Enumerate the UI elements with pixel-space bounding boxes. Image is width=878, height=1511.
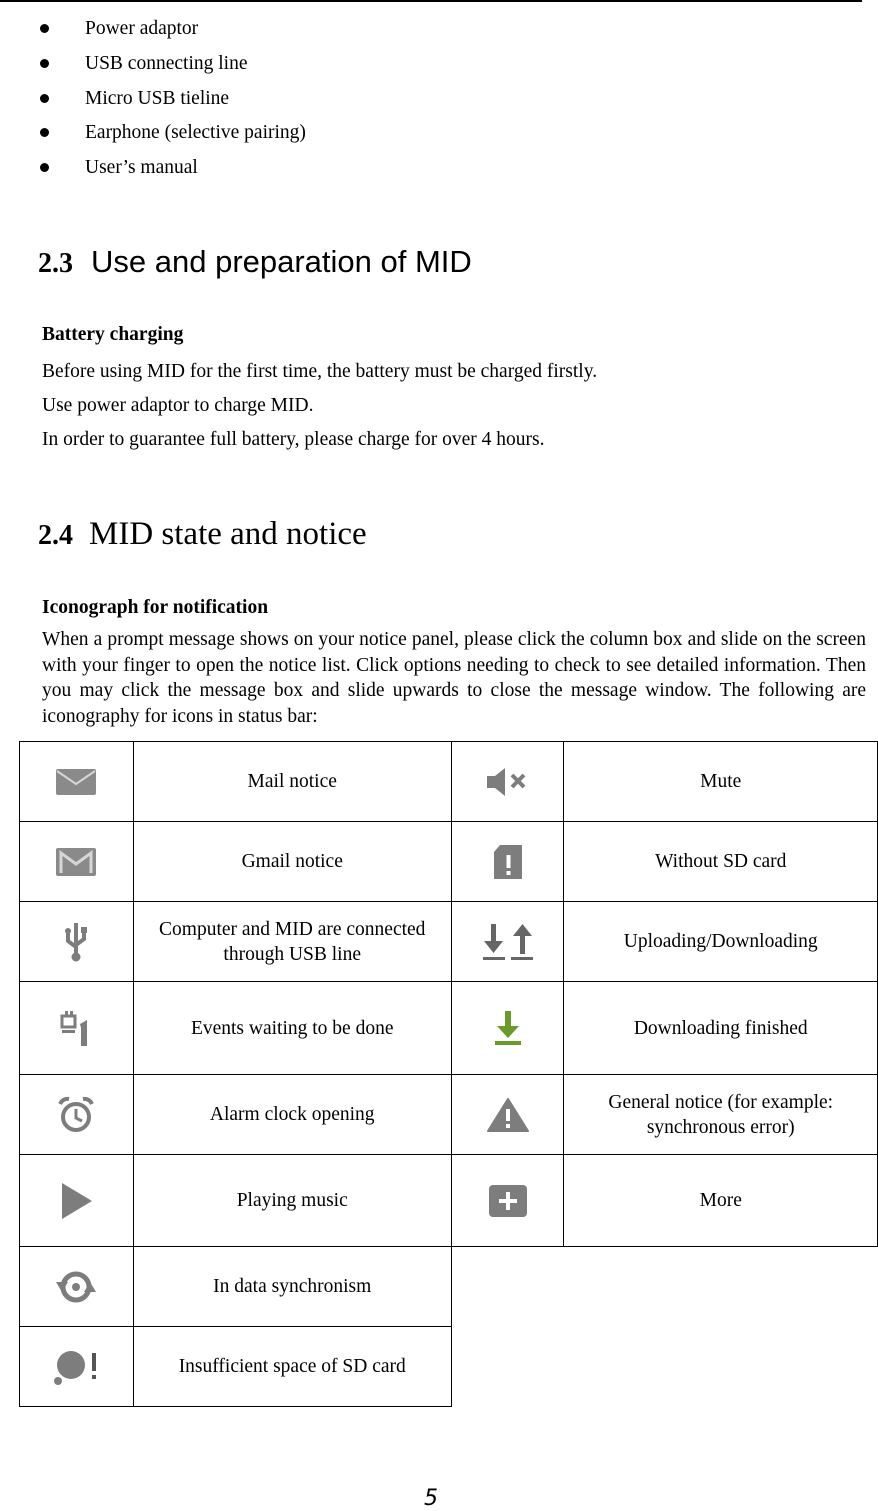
sync-icon — [54, 1268, 98, 1306]
bullet-icon — [40, 24, 49, 33]
download-finished-icon — [494, 1010, 522, 1046]
battery-charging-subheading: Battery charging — [42, 324, 184, 345]
list-item: Power adaptor — [40, 15, 306, 50]
more-icon — [488, 1184, 528, 1218]
iconograph-subheading: Iconograph for notification — [42, 597, 269, 618]
table-cell: Insufficient space of SD card — [133, 1327, 451, 1407]
section-heading-2-4 — [38, 516, 367, 553]
warning-icon — [486, 1097, 530, 1133]
table-cell: More — [564, 1155, 878, 1247]
list-item: User’s manual — [40, 154, 306, 189]
table-cell: Mute — [564, 742, 878, 822]
table-cell: Without SD card — [564, 822, 878, 902]
table-cell: Computer and MID are connected through USB line — [133, 902, 451, 982]
table-row — [20, 982, 878, 1075]
top-rule — [0, 0, 862, 2]
sd-card-full-icon — [53, 1347, 99, 1387]
alarm-clock-icon — [57, 1096, 95, 1134]
table-cell: General notice (for example: synchronous error) — [564, 1075, 878, 1155]
usb-icon — [62, 921, 90, 963]
table-cell: Mail notice — [133, 742, 451, 822]
section-number: 2.3 — [38, 248, 73, 279]
table-row — [20, 1247, 878, 1327]
bullet-icon — [40, 59, 49, 68]
table-cell: Events waiting to be done — [133, 982, 451, 1075]
table-row — [20, 742, 878, 822]
section-title: MID state and notice — [89, 516, 367, 552]
paragraph-line: In order to guarantee full battery, please charge for over 4 hours. — [42, 429, 545, 450]
paragraph-line: Use power adaptor to charge MID. — [42, 395, 314, 416]
mute-icon — [485, 765, 531, 799]
events-waiting-icon — [60, 1008, 92, 1048]
accessory-list — [40, 15, 306, 189]
bullet-icon — [40, 128, 49, 137]
upload-download-icon — [481, 922, 535, 962]
table-row — [20, 1075, 878, 1155]
section-title: Use and preparation of MID — [91, 244, 472, 279]
section-number: 2.4 — [38, 520, 73, 551]
play-icon — [58, 1181, 94, 1221]
list-item: Micro USB tieline — [40, 85, 306, 120]
mail-icon — [55, 767, 97, 797]
table-row — [20, 902, 878, 982]
empty-area — [451, 1247, 877, 1407]
bullet-icon — [40, 94, 49, 103]
table-cell: Downloading finished — [564, 982, 878, 1075]
list-item: Earphone (selective pairing) — [40, 119, 306, 154]
list-item: USB connecting line — [40, 50, 306, 85]
page-number: 5 — [424, 1486, 438, 1511]
table-row — [20, 822, 878, 902]
table-row — [20, 1155, 878, 1247]
table-cell: Gmail notice — [133, 822, 451, 902]
table-cell: In data synchronism — [133, 1247, 451, 1327]
table-cell: Uploading/Downloading — [564, 902, 878, 982]
no-sd-card-icon — [492, 844, 524, 880]
section-heading-2-3 — [38, 244, 472, 280]
bullet-icon — [40, 163, 49, 172]
gmail-icon — [55, 846, 97, 878]
icon-table — [19, 741, 878, 1407]
table-cell: Playing music — [133, 1155, 451, 1247]
paragraph-line: Before using MID for the first time, the battery must be charged firstly. — [42, 361, 598, 382]
notification-paragraph: When a prompt message shows on your notice panel, please click the column box and slide on the screen with your finger to open the notice list. Click options needing to check to see detailed information. Then you may click the message box and slide upwards to close the message window. The following are iconography for icons in status bar: — [42, 629, 866, 727]
table-cell: Alarm clock opening — [133, 1075, 451, 1155]
